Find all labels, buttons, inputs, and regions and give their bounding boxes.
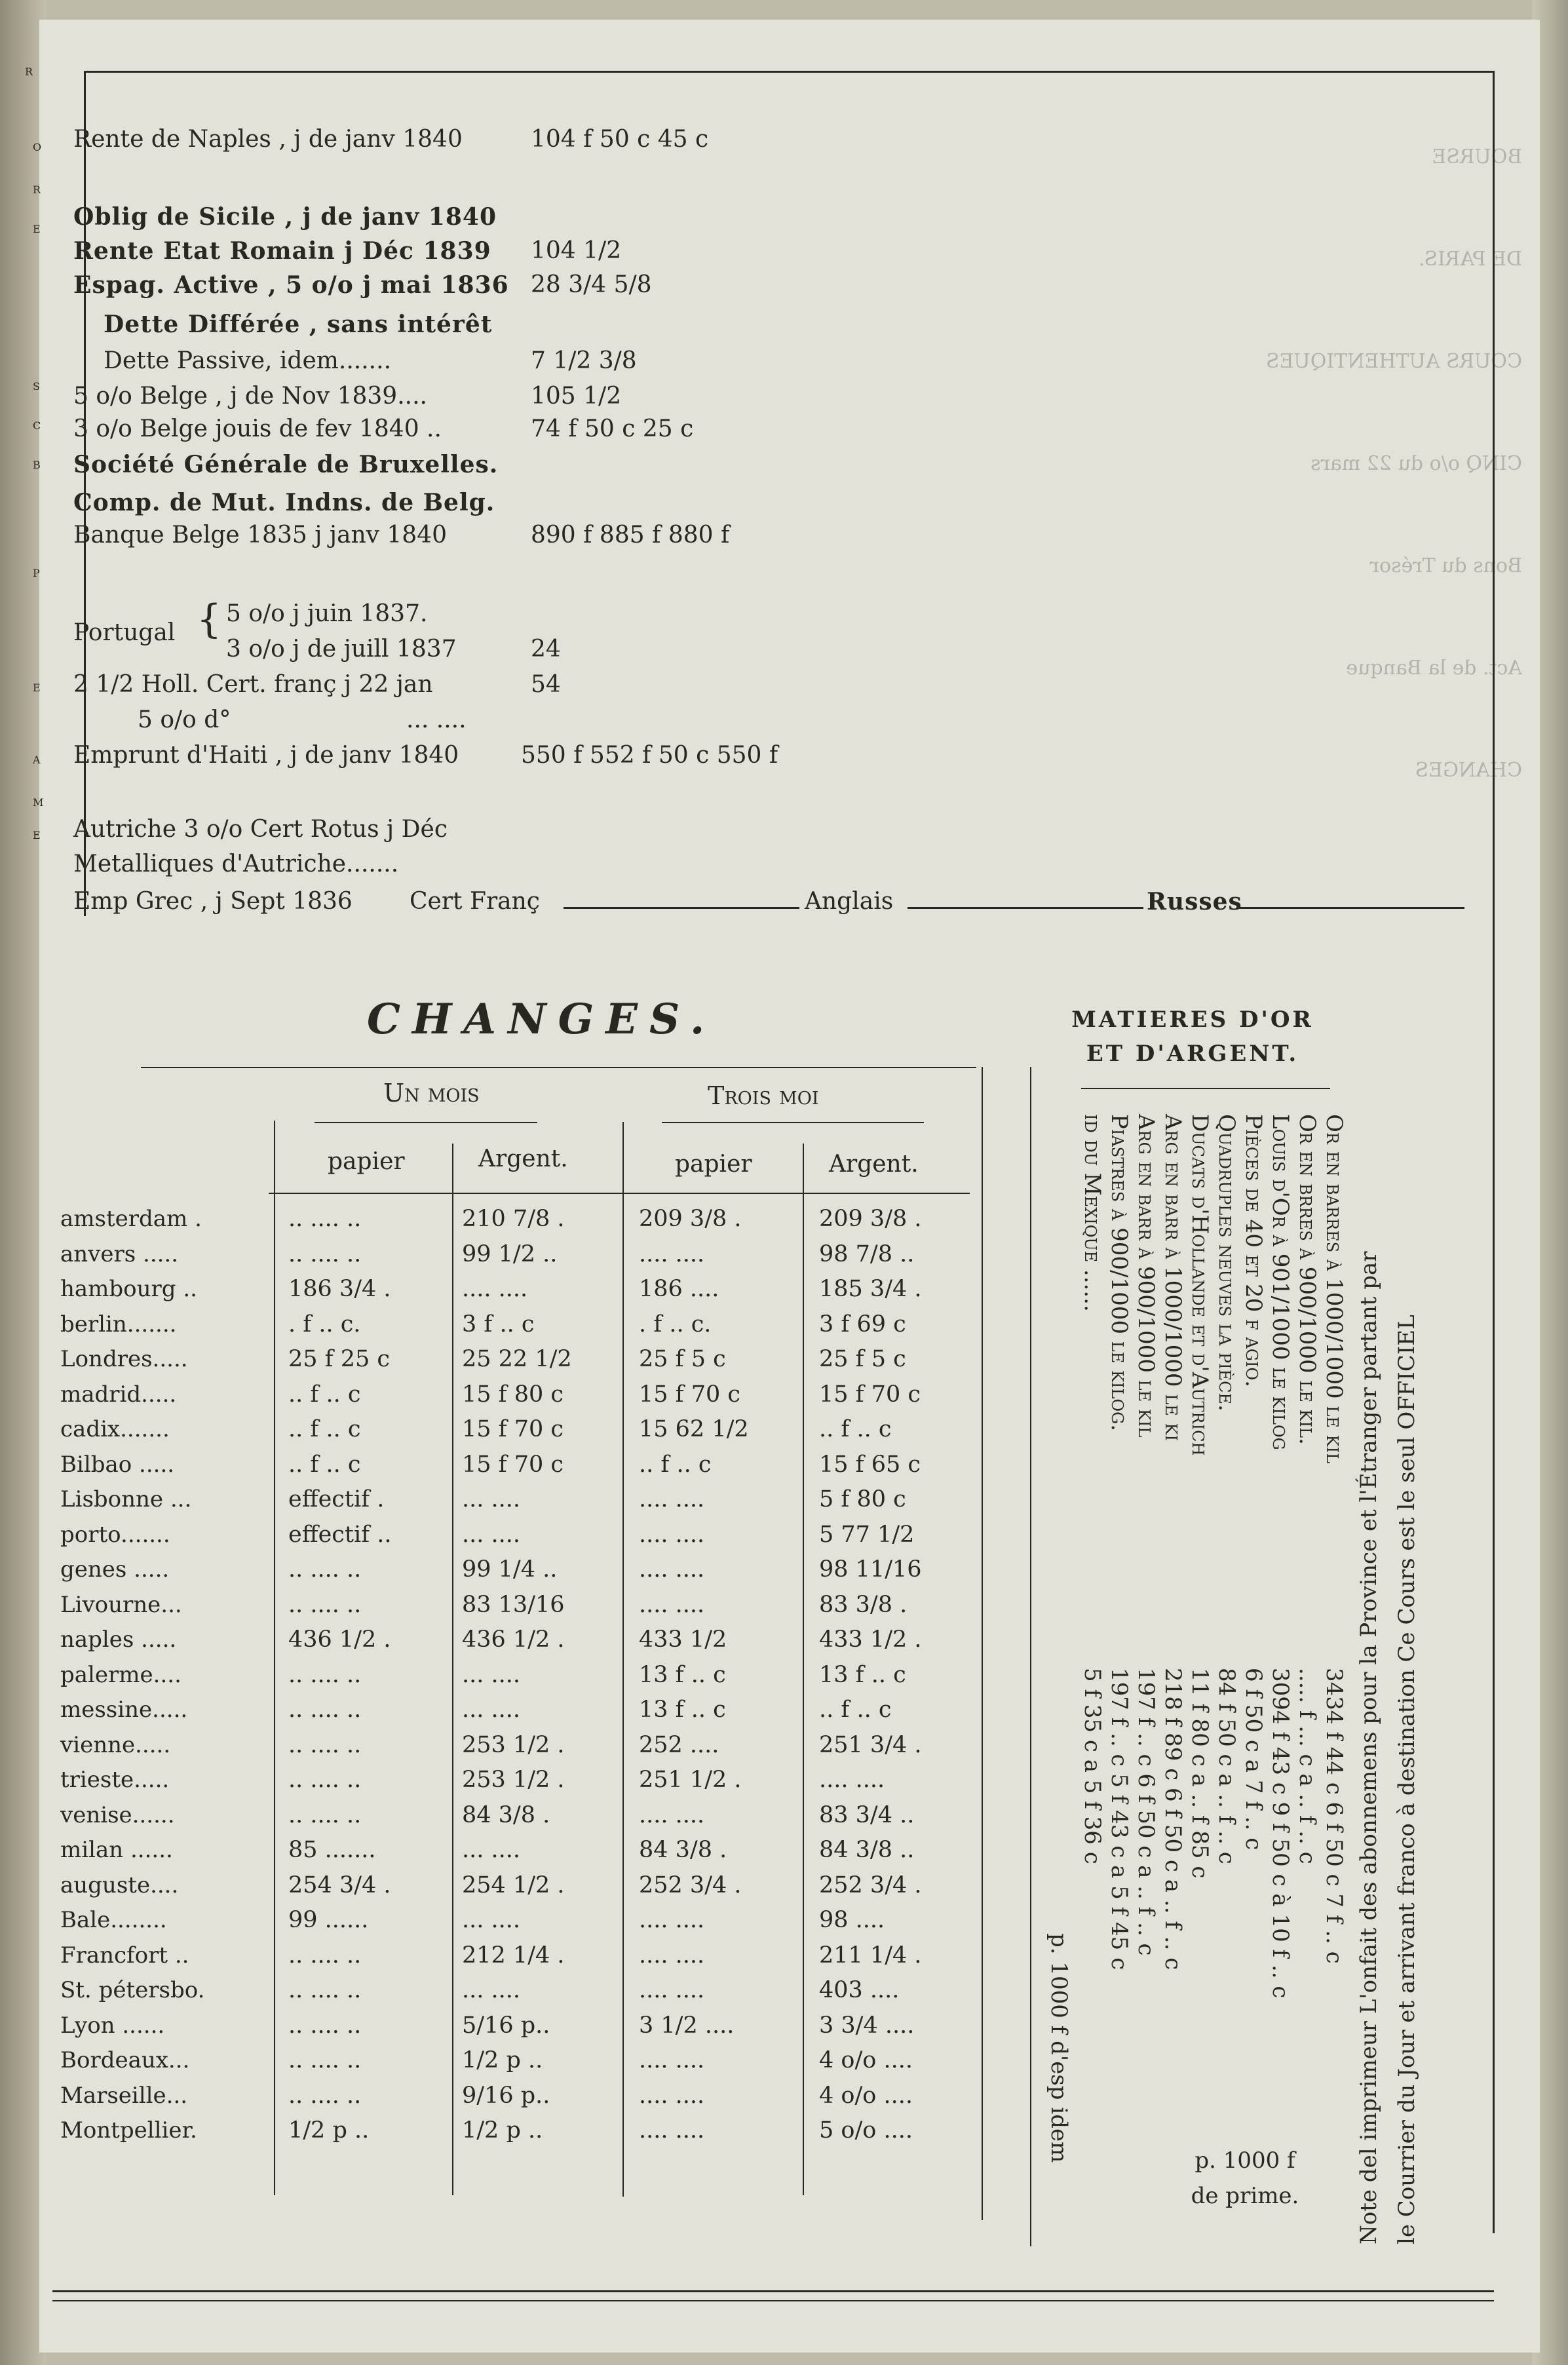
printer-note-line-2: le Courrier du Jour et arrivant franco à destination Ce Cours est le seul OFFICIEL: [1394, 1315, 1420, 2244]
fund-name: Banque Belge 1835 j janv 1840: [73, 522, 448, 548]
exchange-city: amsterdam .: [60, 1206, 202, 1232]
group-header-un-mois: Un mois: [383, 1079, 480, 1107]
exchange-rate-cell: 252 3/4 .: [819, 1872, 922, 1898]
exchange-rate-cell: .... ....: [639, 1241, 705, 1267]
exchange-rate-cell: 1/2 p ..: [462, 2117, 543, 2144]
exchange-rate-cell: .. .... ..: [288, 1767, 362, 1793]
fund-value: 104 f 50 c 45 c: [531, 126, 709, 153]
exchange-rate-cell: 99 ......: [288, 1907, 369, 1933]
exchange-rate-cell: .. .... ..: [288, 1802, 362, 1828]
exchange-city: Montpellier.: [60, 2117, 197, 2144]
margin-letter: P: [33, 567, 40, 579]
exchange-city: Marseille...: [60, 2083, 188, 2109]
margin-letter: C: [33, 419, 41, 432]
metal-value: 197 f .. c 5 f 43 c a 5 f 45 c: [1106, 1668, 1132, 1971]
margin-letter: S: [33, 380, 40, 393]
exchange-rate-cell: 436 1/2 .: [288, 1626, 391, 1653]
frame-right-rule: [1493, 71, 1495, 2233]
column-rule: [274, 1121, 275, 2195]
fund-name: 5 o/o Belge , j de Nov 1839....: [73, 383, 427, 410]
exchange-rate-cell: .. .... ..: [288, 1241, 362, 1267]
exchange-rate-cell: .. f .. c: [288, 1416, 361, 1442]
exchange-city: Francfort ..: [60, 1942, 189, 1969]
exchange-city: genes .....: [60, 1556, 170, 1583]
exchange-rate-cell: 186 3/4 .: [288, 1276, 391, 1302]
metals-title-line-1: MATIERES D'OR: [1071, 1007, 1314, 1033]
exchange-rate-cell: .. f .. c: [288, 1381, 361, 1408]
fund-value: ... ....: [406, 706, 467, 733]
exchange-rate-cell: .. .... ..: [288, 1556, 362, 1583]
exchange-rate-cell: 15 f 70 c: [462, 1416, 564, 1442]
metal-label: Louis d'Or à 901/1000 le kilog: [1267, 1114, 1293, 1450]
exchange-rate-cell: 5 o/o ....: [819, 2117, 913, 2144]
metal-label: id du Mexique ......: [1079, 1114, 1105, 1312]
exchange-city: Bilbao .....: [60, 1452, 175, 1478]
exchange-rate-cell: 83 3/8 .: [819, 1592, 908, 1618]
exchange-city: Livourne...: [60, 1592, 182, 1618]
exchange-rate-cell: .... ....: [639, 1486, 705, 1512]
exchange-rate-cell: 5 77 1/2: [819, 1522, 915, 1548]
fund-name: Rente de Naples , j de janv 1840: [73, 126, 463, 153]
fund-name: Comp. de Mut. Indns. de Belg.: [73, 489, 495, 516]
exchange-rate-cell: 15 f 80 c: [462, 1381, 564, 1408]
group-underline: [662, 1122, 924, 1123]
exchange-city: hambourg ..: [60, 1276, 197, 1302]
exchange-city: auguste....: [60, 1872, 179, 1898]
exchange-rate-cell: 433 1/2 .: [819, 1626, 922, 1653]
fund-name: 3 o/o j de juill 1837: [226, 636, 457, 663]
printer-note: [1350, 999, 1468, 2244]
margin-letter: E: [33, 223, 41, 235]
metal-value: 3434 f 44 c 6 f 50 c 7 f .. c: [1321, 1668, 1347, 1964]
column-header-argent-1: Argent.: [478, 1145, 568, 1172]
exchange-rate-cell: .... ....: [639, 2083, 705, 2109]
margin-letter: R: [33, 183, 41, 196]
exchange-city: naples .....: [60, 1626, 177, 1653]
divider: [908, 907, 1143, 909]
exchange-rate-cell: 5 f 80 c: [819, 1486, 906, 1512]
exchange-rate-cell: 433 1/2: [639, 1626, 727, 1653]
exchange-rate-cell: 4 o/o ....: [819, 2047, 913, 2073]
exchange-rate-cell: 13 f .. c: [639, 1662, 726, 1688]
exchange-rate-cell: .. f .. c: [819, 1697, 892, 1723]
column-header-argent-2: Argent.: [829, 1151, 919, 1178]
margin-letter: O: [33, 141, 42, 153]
margin-letter: E: [33, 682, 41, 694]
exchange-city: venise......: [60, 1802, 175, 1828]
margin-letter: R: [25, 66, 33, 78]
metal-value: ..... f ... c a .. f .. c: [1294, 1668, 1320, 1864]
exchange-rate-cell: ... ....: [462, 1907, 521, 1933]
column-header-papier-2: papier: [675, 1151, 752, 1178]
fund-name: Metalliques d'Autriche.......: [73, 851, 399, 877]
fund-name: 2 1/2 Holl. Cert. franç j 22 jan: [73, 671, 433, 698]
exchange-rate-cell: 98 ....: [819, 1907, 885, 1933]
fund-value: 890 f 885 f 880 f: [531, 522, 730, 548]
metal-value: 11 f 80 c a .. f 85 c: [1187, 1668, 1213, 1879]
exchange-rate-cell: ... ....: [462, 1697, 521, 1723]
exchange-rate-cell: 15 f 65 c: [819, 1452, 921, 1478]
exchange-rate-cell: .. .... ..: [288, 1206, 362, 1232]
exchange-city: Londres.....: [60, 1346, 188, 1372]
exchange-rate-cell: .... ....: [639, 1592, 705, 1618]
exchange-rate-cell: 253 1/2 .: [462, 1732, 565, 1758]
table-top-rule: [141, 1067, 976, 1068]
exchange-rate-cell: .... ....: [639, 1522, 705, 1548]
exchange-city: Lyon ......: [60, 2012, 165, 2039]
exchange-rate-cell: 13 f .. c: [639, 1697, 726, 1723]
exchange-rate-cell: .. .... ..: [288, 1697, 362, 1723]
exchange-rate-cell: 3 3/4 ....: [819, 2012, 915, 2039]
metal-label: Piastres à 900/1000 le kilog.: [1106, 1114, 1132, 1432]
russes-label: Russes: [1147, 888, 1242, 915]
exchange-city: madrid.....: [60, 1381, 177, 1408]
prime-note: p. 1000 f de prime.: [1191, 2147, 1299, 2209]
fund-value: 7 1/2 3/8: [531, 347, 637, 374]
margin-letter: B: [33, 459, 41, 471]
exchange-rate-cell: 84 3/8 .: [462, 1802, 550, 1828]
exchange-rate-cell: 253 1/2 .: [462, 1767, 565, 1793]
metal-label: Arg en barr à 900/1000 le kil: [1133, 1114, 1159, 1438]
brace-glyph: {: [197, 596, 222, 642]
fund-name: 5 o/o d°: [138, 706, 231, 733]
exchange-rate-cell: ... ....: [462, 1977, 521, 2003]
metal-label: Pièces de 40 et 20 f agio.: [1240, 1114, 1267, 1387]
fund-value: 24: [531, 636, 561, 663]
fund-name: Dette Passive, idem.......: [104, 347, 392, 374]
exchange-rate-cell: .. f .. c: [288, 1452, 361, 1478]
exchange-city: vienne.....: [60, 1732, 171, 1758]
exchange-rate-cell: .. .... ..: [288, 1977, 362, 2003]
frame-top-rule: [85, 71, 1494, 73]
exchange-rate-cell: .. f .. c: [639, 1452, 712, 1478]
exchange-rate-cell: .. .... ..: [288, 1592, 362, 1618]
exchange-city: trieste.....: [60, 1767, 170, 1793]
exchange-rate-cell: effectif ..: [288, 1522, 392, 1548]
printer-note-line-1: Note del imprimeur L'onfait des abonnemens pour la Province et l'Étranger partant par: [1356, 1251, 1382, 2244]
exchange-rate-cell: 211 1/4 .: [819, 1942, 922, 1969]
metal-value: 218 f 89 c 6 f 50 c a .. f .. c: [1160, 1668, 1186, 1971]
exchange-rate-cell: 185 3/4 .: [819, 1276, 922, 1302]
exchange-rate-cell: 25 f 5 c: [819, 1346, 906, 1372]
exchange-rate-cell: .... ....: [639, 1977, 705, 2003]
exchange-rate-cell: 3 f 69 c: [819, 1311, 906, 1337]
exchange-rate-cell: 209 3/8 .: [819, 1206, 922, 1232]
exchange-rate-cell: 15 f 70 c: [639, 1381, 741, 1408]
exchange-rate-cell: 1/2 p ..: [288, 2117, 370, 2144]
exchange-rate-cell: .. .... ..: [288, 2083, 362, 2109]
metal-value: 197 f .. c 6 f 50 c a .. f .. c: [1133, 1668, 1159, 1956]
exchange-rate-cell: .... ....: [462, 1276, 528, 1302]
metal-label: Quadruples neuves la pièce.: [1214, 1114, 1240, 1412]
metal-label: Arg en barr à 1000/1000 le ki: [1160, 1114, 1186, 1441]
divider: [564, 907, 799, 909]
margin-letter: M: [33, 796, 44, 809]
fund-value: 74 f 50 c 25 c: [531, 415, 694, 442]
exchange-rate-cell: 83 13/16: [462, 1592, 565, 1618]
exchange-rate-cell: .. .... ..: [288, 2012, 362, 2039]
exchange-city: palerme....: [60, 1662, 182, 1688]
fund-value: 28 3/4 5/8: [531, 271, 652, 298]
frame-bottom-rule-2: [52, 2300, 1494, 2301]
fund-name: 5 o/o j juin 1837.: [226, 600, 428, 627]
idem-note: p. 1000 f d'esp idem: [1046, 1933, 1072, 2163]
exchange-rate-cell: 85 .......: [288, 1837, 376, 1863]
fund-name: Espag. Active , 5 o/o j mai 1836: [73, 271, 509, 299]
exchange-rate-cell: .. .... ..: [288, 2047, 362, 2073]
header-bottom-rule: [269, 1193, 970, 1194]
fund-name: Dette Différée , sans intérêt: [104, 311, 493, 338]
exchange-city: Bale........: [60, 1907, 167, 1933]
exchange-city: Lisbonne ...: [60, 1486, 192, 1512]
bleed-through-text: BOURSE DE PARIS. COURS AUTHENTIQUES CINQ o/o du 22 mars Bons du Trésor Act. de la Banque CHANGES: [1266, 145, 1522, 782]
exchange-rate-cell: .. .... ..: [288, 1732, 362, 1758]
fund-name: Oblig de Sicile , j de janv 1840: [73, 203, 497, 231]
column-rule: [452, 1144, 453, 2195]
fund-name: Société Générale de Bruxelles.: [73, 451, 499, 478]
metals-title-line-2: ET D'ARGENT.: [1086, 1041, 1299, 1067]
exchange-rate-cell: .... ....: [639, 1942, 705, 1969]
exchange-rate-cell: 15 62 1/2: [639, 1416, 749, 1442]
fund-value: 105 1/2: [531, 383, 622, 410]
exchange-rate-cell: 403 ....: [819, 1977, 900, 2003]
exchange-rate-cell: 25 f 5 c: [639, 1346, 726, 1372]
metal-value: 3094 f 43 c 9 f 50 c à 10 f .. c: [1267, 1668, 1293, 1999]
exchange-rate-cell: 212 1/4 .: [462, 1942, 565, 1969]
metals-title-rule: [1081, 1088, 1330, 1089]
exchange-rate-cell: 4 o/o ....: [819, 2083, 913, 2109]
fund-value: 104 1/2: [531, 237, 622, 264]
exchange-city: Bordeaux...: [60, 2047, 190, 2073]
exchange-rate-cell: .... ....: [639, 2047, 705, 2073]
exchange-city: messine.....: [60, 1697, 188, 1723]
exchange-rate-cell: .... ....: [639, 1556, 705, 1583]
metal-label: Or en barres à 1000/1000 le kil: [1321, 1114, 1347, 1464]
exchange-rate-cell: 254 3/4 .: [288, 1872, 391, 1898]
exchange-rate-cell: .... ....: [639, 1907, 705, 1933]
exchange-rate-cell: 98 7/8 ..: [819, 1241, 915, 1267]
exchange-rate-cell: 210 7/8 .: [462, 1206, 565, 1232]
margin-letter: E: [33, 829, 41, 841]
exchange-rate-cell: ... ....: [462, 1662, 521, 1688]
exchange-rate-cell: 436 1/2 .: [462, 1626, 565, 1653]
fund-value: 550 f 552 f 50 c 550 f: [521, 742, 778, 769]
changes-title: CHANGES.: [367, 995, 717, 1044]
exchange-rate-cell: 5/16 p..: [462, 2012, 550, 2039]
column-rule: [803, 1144, 804, 2195]
metal-value: 84 f 50 c a .. f .. c: [1214, 1668, 1240, 1864]
exchange-rate-cell: 84 3/8 ..: [819, 1837, 915, 1863]
exchange-rate-cell: 3 1/2 ....: [639, 2012, 735, 2039]
exchange-rate-cell: 83 3/4 ..: [819, 1802, 915, 1828]
exchange-rate-cell: effectif .: [288, 1486, 385, 1512]
margin-letter: A: [33, 754, 41, 766]
exchange-rate-cell: 15 f 70 c: [462, 1452, 564, 1478]
exchange-city: milan ......: [60, 1837, 173, 1863]
exchange-rate-cell: 1/2 p ..: [462, 2047, 543, 2073]
exchange-rate-cell: .. f .. c: [819, 1416, 892, 1442]
fund-value: 54: [531, 671, 561, 698]
group-header-trois-mois: Trois moi: [708, 1081, 819, 1110]
fund-name: Rente Etat Romain j Déc 1839: [73, 237, 491, 265]
exchange-rate-cell: 252 3/4 .: [639, 1872, 742, 1898]
fund-name: Autriche 3 o/o Cert Rotus j Déc: [73, 816, 448, 843]
exchange-rate-cell: .... ....: [639, 2117, 705, 2144]
anglais-label: Anglais: [805, 888, 894, 915]
metal-label: Or en brres à 900/1000 le kil.: [1294, 1114, 1320, 1445]
exchange-rate-cell: . f .. c.: [639, 1311, 712, 1337]
column-rule: [622, 1122, 624, 2197]
exchange-rate-cell: 251 3/4 .: [819, 1732, 922, 1758]
exchange-rate-cell: 25 22 1/2: [462, 1346, 572, 1372]
fund-name: 3 o/o Belge jouis de fev 1840 ..: [73, 415, 442, 442]
exchange-rate-cell: 15 f 70 c: [819, 1381, 921, 1408]
divider: [1238, 907, 1464, 909]
exchange-rate-cell: ... ....: [462, 1522, 521, 1548]
exchange-rate-cell: 25 f 25 c: [288, 1346, 391, 1372]
exchange-rate-cell: 3 f .. c: [462, 1311, 535, 1337]
exchange-rate-cell: 99 1/4 ..: [462, 1556, 558, 1583]
exchange-rate-cell: .... ....: [819, 1767, 885, 1793]
exchange-city: berlin.......: [60, 1311, 177, 1337]
column-rule: [982, 1067, 983, 2220]
metal-value: 5 f 35 c a 5 f 36 c: [1079, 1668, 1105, 1864]
exchange-rate-cell: .... ....: [639, 1802, 705, 1828]
metal-label: Ducats d'Hollande et d'Autrich: [1187, 1114, 1213, 1456]
exchange-city: cadix.......: [60, 1416, 170, 1442]
fund-name: Emprunt d'Haiti , j de janv 1840: [73, 742, 459, 769]
exchange-rate-cell: 13 f .. c: [819, 1662, 906, 1688]
column-header-papier-1: papier: [328, 1148, 405, 1175]
exchange-city: St. pétersbo.: [60, 1977, 205, 2003]
exchange-city: porto.......: [60, 1522, 170, 1548]
exchange-rate-cell: .. .... ..: [288, 1662, 362, 1688]
metal-value: 6 f 50 c a 7 f .. c: [1240, 1668, 1267, 1851]
exchange-city: anvers .....: [60, 1241, 179, 1267]
exchange-rate-cell: 254 1/2 .: [462, 1872, 565, 1898]
exchange-rate-cell: 9/16 p..: [462, 2083, 550, 2109]
group-underline: [315, 1122, 537, 1123]
exchange-rate-cell: 252 ....: [639, 1732, 719, 1758]
exchange-rate-cell: . f .. c.: [288, 1311, 361, 1337]
exchange-rate-cell: .. .... ..: [288, 1942, 362, 1969]
exchange-rate-cell: 98 11/16: [819, 1556, 922, 1583]
frame-bottom-rule: [52, 2290, 1494, 2292]
emp-grec-label: Emp Grec , j Sept 1836: [73, 888, 353, 915]
exchange-rate-cell: ... ....: [462, 1837, 521, 1863]
exchange-rate-cell: 99 1/2 ..: [462, 1241, 558, 1267]
metals-title: [1048, 1003, 1337, 1071]
exchange-rate-cell: ... ....: [462, 1486, 521, 1512]
exchange-rate-cell: 209 3/8 .: [639, 1206, 742, 1232]
portugal-label: Portugal: [73, 619, 176, 646]
exchange-rate-cell: 186 ....: [639, 1276, 719, 1302]
cert-franc-label: Cert Franç: [410, 888, 540, 915]
exchange-rate-cell: 251 1/2 .: [639, 1767, 742, 1793]
exchange-rate-cell: 84 3/8 .: [639, 1837, 727, 1863]
